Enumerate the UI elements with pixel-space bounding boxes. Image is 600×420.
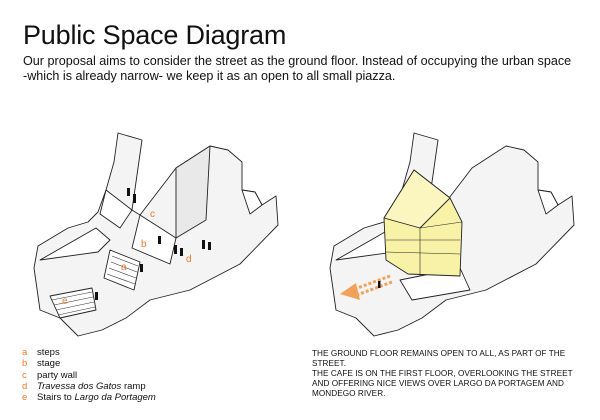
legend-label-italic: Travessa dos Gatos <box>37 380 122 392</box>
legend-item <box>22 358 156 369</box>
marker-e: e <box>62 296 68 307</box>
legend <box>22 347 156 403</box>
intro-line: Our proposal aims to consider the street as the ground floor. Instead of occupying the urban space <box>23 54 572 68</box>
legend-key: d <box>22 380 28 392</box>
person-figure-icon <box>378 281 381 288</box>
cafe-volume <box>384 170 462 276</box>
right-axonometric-diagram <box>330 133 574 336</box>
intro-line: -which is already narrow- we keep it as an open to all small piazza. <box>23 69 396 83</box>
note-line: THE CAFE IS ON THE FIRST FLOOR, OVERLOOKING THE STREET <box>312 369 573 378</box>
marker-a: a <box>121 262 127 273</box>
legend-item <box>22 381 156 392</box>
note-line: MONDEGO RIVER. <box>312 389 386 398</box>
legend-label: party wall <box>37 369 78 381</box>
legend-label: ramp <box>123 380 146 392</box>
marker-d: d <box>186 254 192 265</box>
legend-key: e <box>22 392 28 404</box>
note-line: STREET. <box>312 359 347 368</box>
legend-label-italic: Largo da Portagem <box>74 392 156 404</box>
note-text <box>312 349 573 399</box>
legend-label: stage <box>37 358 61 370</box>
legend-label: steps <box>37 347 60 358</box>
legend-item <box>22 347 156 358</box>
marker-c: c <box>150 209 155 220</box>
page-title: Public Space Diagram <box>23 20 287 50</box>
legend-label: Stairs to <box>37 392 72 404</box>
legend-key: a <box>22 347 28 358</box>
note-line: THE GROUND FLOOR REMAINS OPEN TO ALL, AS PART OF THE <box>312 349 566 358</box>
marker-b: b <box>141 239 147 250</box>
legend-item <box>22 370 156 381</box>
note-line: AND OFFERING NICE VIEWS OVER LARGO DA PORTAGEM AND <box>312 379 564 388</box>
legend-key: c <box>22 369 27 381</box>
legend-key: b <box>22 358 28 370</box>
legend-item <box>22 392 156 403</box>
